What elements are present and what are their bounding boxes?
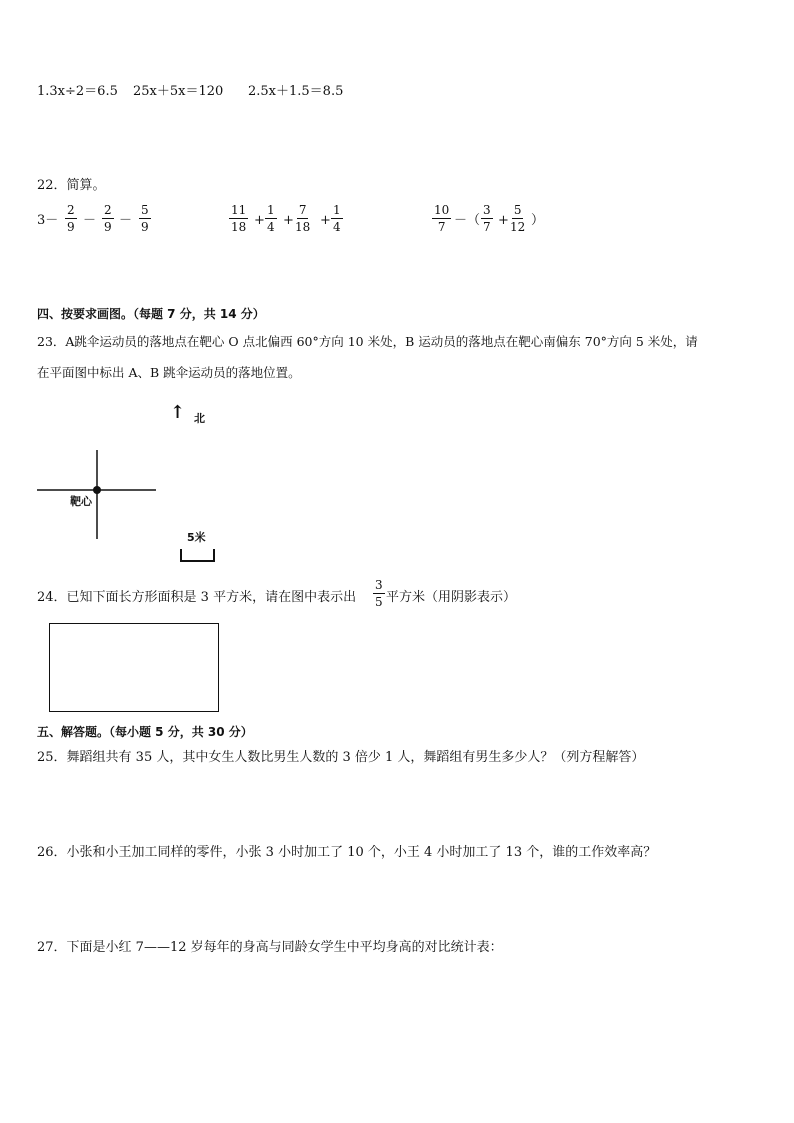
denominator: 9 bbox=[104, 220, 112, 234]
denominator: 4 bbox=[333, 220, 341, 234]
north-arrow-icon: ↑ bbox=[170, 402, 186, 423]
target-center-label: 靶心 bbox=[70, 495, 92, 508]
numerator: 3 bbox=[375, 578, 383, 592]
numerator: 5 bbox=[513, 203, 522, 217]
q22-expr1-minus-2: － bbox=[119, 213, 133, 228]
numerator: 11 bbox=[231, 203, 247, 217]
question-27: 27．下面是小红 7——12 岁每年的身高与同龄女学生中平均身高的对比统计表： bbox=[37, 940, 503, 955]
q22-expr2-plus-3: + bbox=[320, 213, 331, 228]
target-crosshair bbox=[30, 440, 170, 580]
question-22-title: 22．简算。 bbox=[37, 178, 106, 193]
denominator: 9 bbox=[67, 220, 75, 234]
q22-expr3-plus: + bbox=[498, 213, 509, 228]
numerator: 7 bbox=[298, 203, 307, 217]
numerator: 10 bbox=[434, 203, 450, 217]
denominator: 18 bbox=[295, 220, 311, 234]
section-4-heading: 四、按要求画图。（每题 7 分，共 14 分） bbox=[37, 307, 265, 321]
q22-expr1-fraction-2 bbox=[102, 203, 114, 234]
denominator: 7 bbox=[437, 220, 446, 234]
q22-expr3-close: ） bbox=[531, 213, 545, 228]
numerator: 2 bbox=[67, 203, 75, 217]
q22-expr2-plus-2: + bbox=[283, 213, 294, 228]
q22-expr3-fraction-1 bbox=[432, 203, 451, 234]
numerator: 1 bbox=[333, 203, 341, 217]
denominator: 18 bbox=[231, 220, 247, 234]
equation-1: 1.3x÷2＝6.5 bbox=[37, 84, 118, 99]
denominator: 9 bbox=[141, 220, 149, 234]
numerator: 2 bbox=[104, 203, 112, 217]
question-24-text-after: 平方米（用阴影表示） bbox=[386, 590, 517, 605]
question-24-fraction bbox=[373, 578, 385, 609]
scale-label: 5米 bbox=[187, 531, 206, 544]
q22-expr3-minus-open: －（ bbox=[454, 213, 481, 228]
q22-expr2-plus-1: + bbox=[254, 213, 265, 228]
denominator: 5 bbox=[375, 595, 383, 609]
scale-bar bbox=[178, 546, 218, 566]
q22-expr1-fraction-1 bbox=[65, 203, 77, 234]
denominator: 12 bbox=[510, 220, 526, 234]
q22-expr2-fraction-1 bbox=[229, 203, 248, 234]
question-24-text-before: 24．已知下面长方形面积是 3 平方米，请在图中表示出 bbox=[37, 590, 357, 605]
question-25: 25．舞蹈组共有 35 人，其中女生人数比男生人数的 3 倍少 1 人，舞蹈组有男生多少人？（列方程解答） bbox=[37, 750, 645, 765]
q22-expr1-lead: 3－ bbox=[37, 213, 59, 228]
rectangle-3-square-meters[interactable] bbox=[49, 623, 219, 712]
denominator: 4 bbox=[267, 220, 275, 234]
q22-expr3-fraction-3 bbox=[510, 203, 525, 234]
numerator: 1 bbox=[267, 203, 275, 217]
q22-expr2-fraction-3 bbox=[295, 203, 310, 234]
equation-2: 25x＋5x＝120 bbox=[133, 84, 224, 99]
q22-expr3-fraction-2 bbox=[481, 203, 493, 234]
q22-expr1-minus-1: － bbox=[83, 213, 97, 228]
question-23-line-1: 23．A跳伞运动员的落地点在靶心 O 点北偏西 60°方向 10 米处，B 运动员的落地点在靶心南偏东 70°方向 5 米处，请 bbox=[37, 334, 698, 349]
q22-expr2-fraction-4 bbox=[331, 203, 343, 234]
numerator: 3 bbox=[483, 203, 491, 217]
target-center-dot bbox=[93, 486, 101, 494]
north-label: 北 bbox=[194, 412, 205, 425]
question-26: 26．小张和小王加工同样的零件，小张 3 小时加工了 10 个，小王 4 小时加工了 13 个，谁的工作效率高？ bbox=[37, 845, 657, 860]
question-23-line-2: 在平面图中标出 A、B 跳伞运动员的落地位置。 bbox=[37, 365, 301, 380]
denominator: 7 bbox=[483, 220, 491, 234]
q22-expr1-fraction-3 bbox=[139, 203, 151, 234]
equation-3: 2.5x＋1.5＝8.5 bbox=[248, 84, 344, 99]
numerator: 5 bbox=[141, 203, 149, 217]
scale-bracket bbox=[181, 549, 214, 561]
q22-expr2-fraction-2 bbox=[265, 203, 277, 234]
section-5-heading: 五、解答题。（每小题 5 分，共 30 分） bbox=[37, 725, 253, 739]
